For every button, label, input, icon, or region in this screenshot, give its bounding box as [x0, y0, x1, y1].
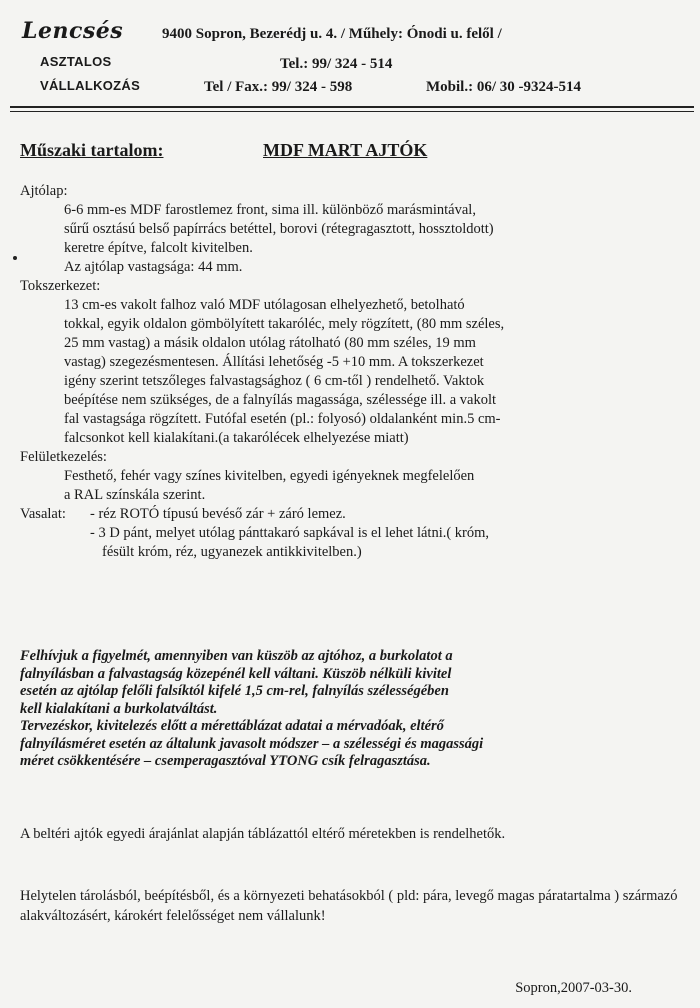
tokszerkezet-line: fal vastagsága rögzített. Futófal esetén (pl.: folyosó) oldalanként min.5 cm-: [64, 411, 501, 427]
document-title: MDF MART AJTÓK: [263, 140, 428, 160]
feluletkezeles-label: Felületkezelés:: [20, 449, 107, 465]
company-type-line1: ASZTALOS: [40, 54, 112, 69]
tokszerkezet-label: Tokszerkezet:: [20, 278, 101, 294]
feluletkezeles-line: Festhető, fehér vagy színes kivitelben, egyedi igényeknek megfelelően: [64, 468, 475, 484]
company-phone: Tel.: 99/ 324 - 514: [280, 56, 393, 72]
custom-size-paragraph: A beltéri ajtók egyedi árajánlat alapján táblázattól eltérő méretekben is rendelhetők.: [20, 826, 506, 842]
letterhead: [22, 18, 682, 104]
header-divider: [10, 106, 694, 108]
company-address: 9400 Sopron, Bezerédj u. 4. / Műhely: Ónodi u. felől /: [162, 26, 502, 42]
liability-paragraph: Helytelen tárolásból, beépítésből, és a környezeti behatásokból ( pld: pára, levegő magas páratartalma ) származó alakváltozásért, károkért felelősséget nem vállalunk!: [20, 888, 678, 924]
notice-line: méret csökkentésére – csemperagasztóval YTONG csík felragasztása.: [20, 753, 431, 769]
ajtolap-line: Az ajtólap vastagsága: 44 mm.: [64, 259, 243, 275]
tokszerkezet-line: igény szerint tetszőleges falvastagsághoz ( 6 cm-től ) rendelhető. Vaktok: [64, 373, 485, 389]
company-type-line2: VÁLLALKOZÁS: [40, 78, 141, 93]
ajtolap-line: sűrű osztású belső papírrács betéttel, borovi (rétegragasztott, hossztoldott): [64, 221, 494, 237]
tokszerkezet-line: 13 cm-es vakolt falhoz való MDF utólagosan elhelyezhető, betolható: [64, 297, 465, 313]
ajtolap-label: Ajtólap:: [20, 183, 68, 199]
important-notice: [20, 648, 680, 771]
vasalat-line: - 3 D pánt, melyet utólag pánttakaró sapkával is el lehet látni.( króm,: [90, 525, 490, 541]
ajtolap-line: 6-6 mm-es MDF farostlemez front, sima ill. különböző marásmintával,: [64, 202, 476, 218]
vasalat-section: [20, 505, 680, 562]
tokszerkezet-line: beépítése nem szükséges, de a falnyílás magassága, szélessége ill. a vakolt: [64, 392, 497, 408]
company-mobile: Mobil.: 06/ 30 -9324-514: [426, 79, 581, 95]
tokszerkezet-line: tokkal, egyik oldalon gömbölyített takaróléc, mely rögzített, (80 mm széles,: [64, 316, 505, 332]
tokszerkezet-line: falcsonkot kell kialakítani.(a takarólécek elhelyezése miatt): [64, 430, 409, 446]
vasalat-line: fésült króm, réz, ugyanezek antikkivitelben.): [102, 544, 362, 560]
vasalat-line: - réz ROTÓ típusú bevéső zár + záró lemez.: [90, 506, 346, 522]
feluletkezeles-line: a RAL színskála szerint.: [64, 487, 206, 503]
company-logo-text: Lencsés: [22, 18, 124, 44]
ajtolap-text: [20, 201, 680, 277]
tokszerkezet-line: vastag) szegezésmentesen. Állítási lehetőség -5 +10 mm. A tokszerkezet: [64, 354, 484, 370]
place-date-signature: Sopron,2007-03-30.: [515, 980, 632, 996]
notice-line: esetén az ajtólap felőli falsíktól kifelé 1,5 cm-rel, falnyílás szélességében: [20, 683, 449, 699]
vasalat-text: [90, 505, 680, 562]
section-heading-technical: Műszaki tartalom:: [20, 140, 164, 160]
notice-line: falnyílásméret esetén az általunk javasolt módszer – a szélességi és magassági: [20, 735, 484, 752]
header-divider-thin: [10, 111, 694, 112]
vasalat-label: Vasalat:: [20, 506, 66, 522]
notice-line: Tervezéskor, kivitelezés előtt a mérettáblázat adatai a mérvadóak, eltérő: [20, 718, 444, 734]
notice-line: falnyílásban a falvastagság közepénél kell váltani. Küszöb nélküli kivitel: [20, 665, 452, 682]
notice-line: Felhívjuk a figyelmét, amennyiben van küszöb az ajtóhoz, a burkolatot a: [20, 648, 453, 664]
tokszerkezet-line: 25 mm vastag) a másik oldalon utólag rátolható (80 mm széles, 19 mm: [64, 335, 476, 351]
tokszerkezet-text: [20, 296, 680, 448]
notice-line: kell kialakítani a burkolatváltást.: [20, 700, 218, 717]
margin-dot: [13, 256, 17, 260]
specification-body: [20, 182, 680, 562]
company-fax: Tel / Fax.: 99/ 324 - 598: [204, 79, 353, 95]
feluletkezeles-text: [20, 467, 680, 505]
ajtolap-line: keretre építve, falcolt kivitelben.: [64, 240, 253, 256]
